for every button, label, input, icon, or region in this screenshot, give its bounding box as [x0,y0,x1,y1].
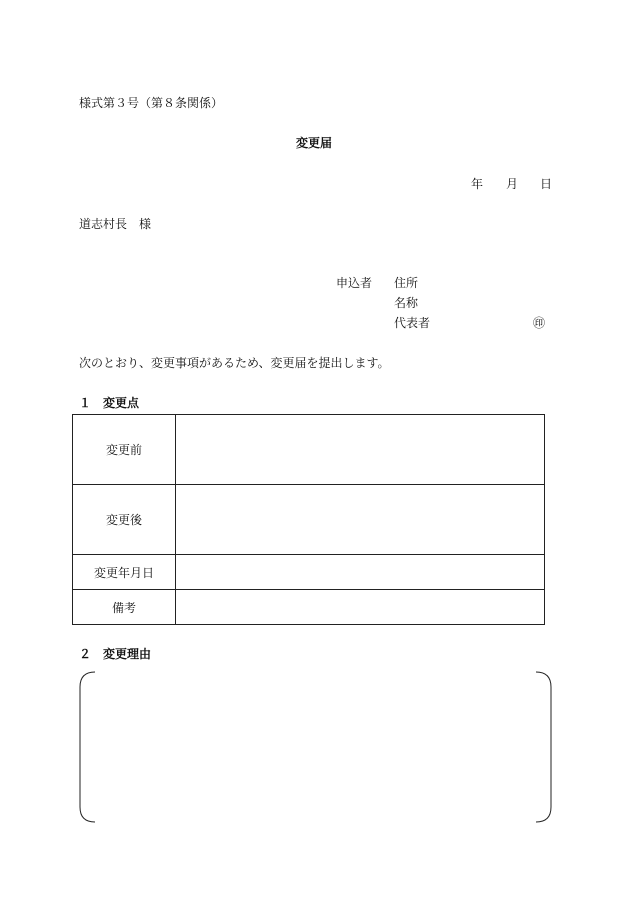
addressee: 道志村長 様 [79,217,152,231]
form-number: 様式第３号（第８条関係） [79,96,224,110]
value-remarks-cell[interactable] [176,590,545,625]
table-row [73,555,545,590]
section1-heading: １ 変更点 [79,396,140,410]
table-row [73,415,545,485]
row-label-remarks: 備考 [73,590,176,625]
row-label-after: 変更後 [73,485,176,555]
date-month-label: 月 [506,177,519,191]
intro-text: 次のとおり、変更事項があるため、変更届を提出します。 [79,356,390,370]
date-day-label: 日 [540,177,553,191]
reason-bracket-box[interactable] [79,671,552,823]
value-after-cell[interactable] [176,485,545,555]
seal-mark: ㊞ [533,316,546,330]
change-points-table [72,414,545,625]
address-label: 住所 [394,276,419,290]
value-before-cell[interactable] [176,415,545,485]
table-row [73,485,545,555]
representative-label: 代表者 [394,316,431,330]
section2-heading: ２ 変更理由 [79,647,152,661]
row-label-change-date: 変更年月日 [73,555,176,590]
reason-text [99,681,532,813]
date-year-label: 年 [471,177,484,191]
row-label-before: 変更前 [73,415,176,485]
name-label: 名称 [394,296,419,310]
value-change-date-cell[interactable] [176,555,545,590]
table-row [73,590,545,625]
applicant-label: 申込者 [336,276,373,290]
document-title: 変更届 [296,136,333,150]
